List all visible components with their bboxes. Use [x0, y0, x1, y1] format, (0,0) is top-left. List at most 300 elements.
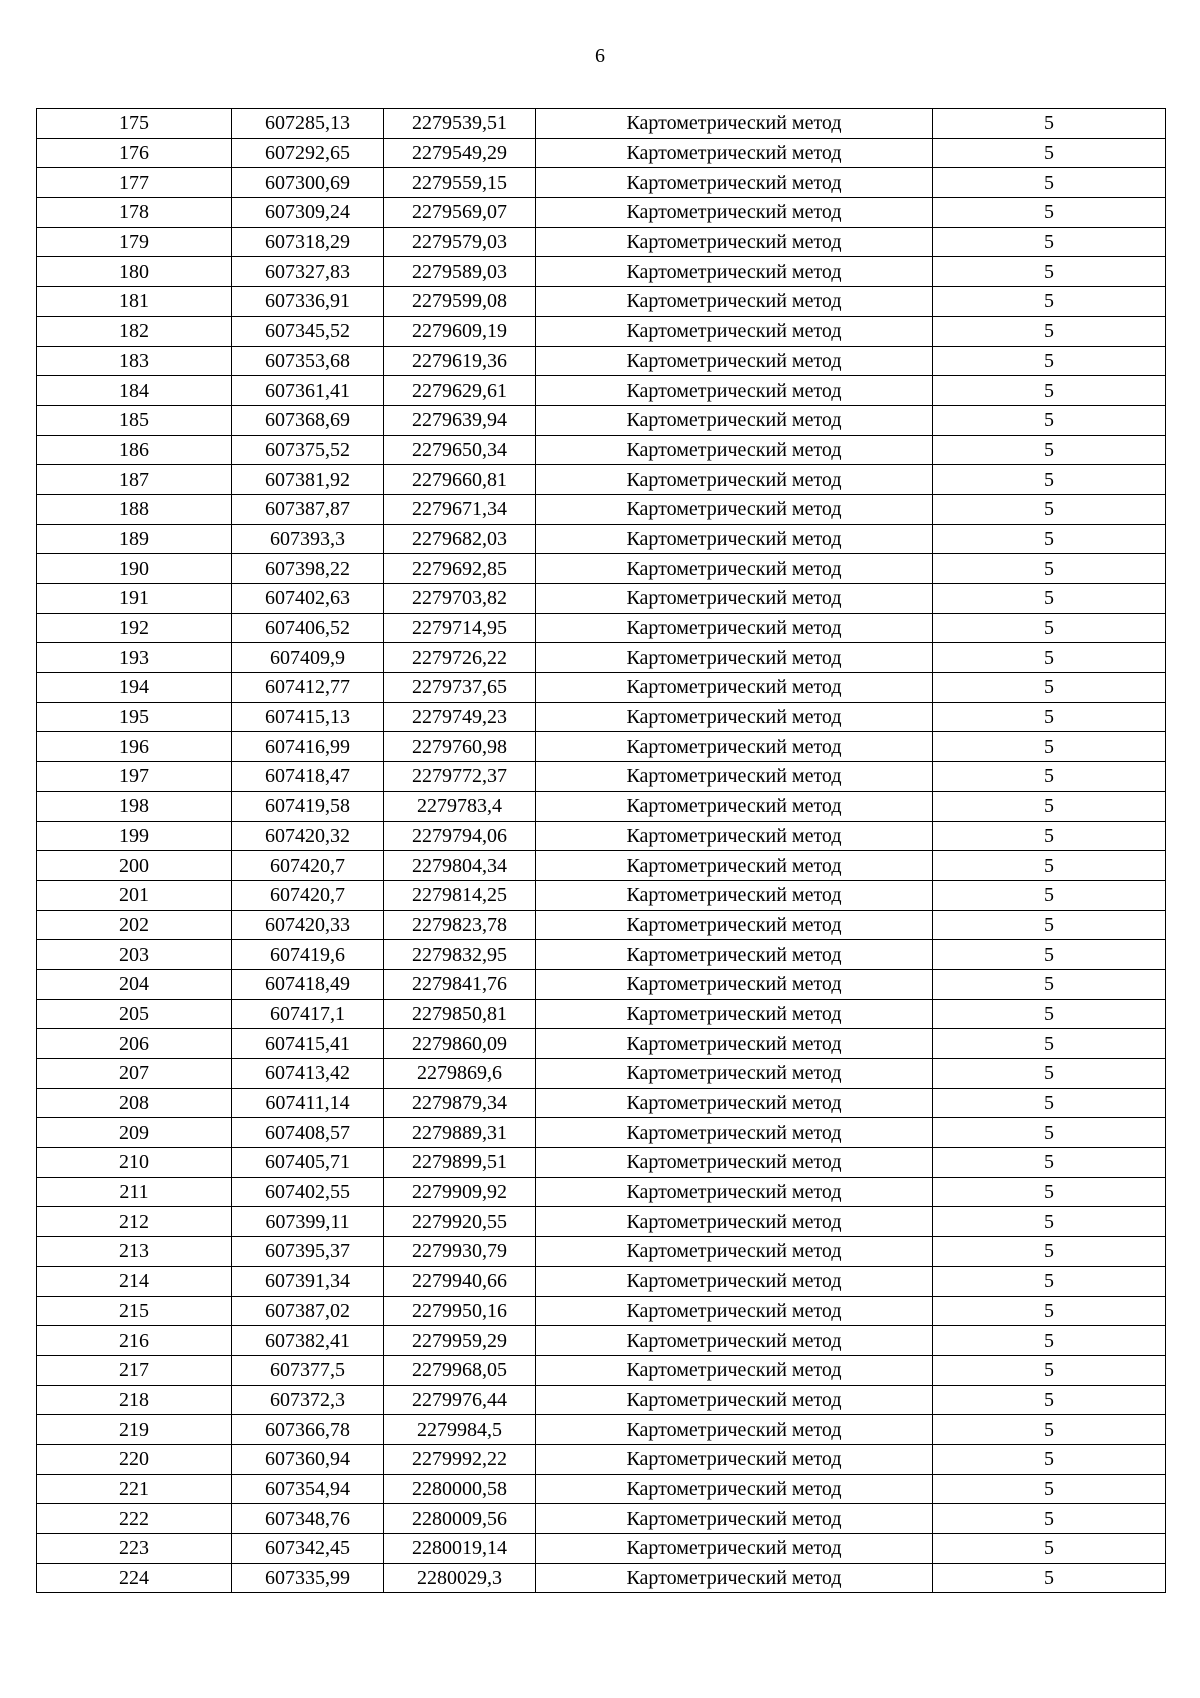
precision-cell: 5 [933, 405, 1166, 435]
x-coordinate-cell: 607405,71 [232, 1148, 384, 1178]
precision-cell: 5 [933, 999, 1166, 1029]
point-number-cell: 181 [37, 287, 232, 317]
x-coordinate-cell: 607402,63 [232, 584, 384, 614]
table-row [37, 376, 1166, 406]
y-coordinate-cell: 2279660,81 [384, 465, 536, 495]
point-number-cell: 185 [37, 405, 232, 435]
precision-cell: 5 [933, 851, 1166, 881]
table-row [37, 1534, 1166, 1564]
table-row [37, 821, 1166, 851]
y-coordinate-cell: 2279832,95 [384, 940, 536, 970]
method-cell: Картометрический метод [536, 1177, 933, 1207]
table-row [37, 138, 1166, 168]
point-number-cell: 180 [37, 257, 232, 287]
point-number-cell: 219 [37, 1415, 232, 1445]
point-number-cell: 216 [37, 1326, 232, 1356]
point-number-cell: 191 [37, 584, 232, 614]
table-row [37, 1296, 1166, 1326]
method-cell: Картометрический метод [536, 702, 933, 732]
table-row [37, 1326, 1166, 1356]
method-cell: Картометрический метод [536, 910, 933, 940]
table-row [37, 465, 1166, 495]
method-cell: Картометрический метод [536, 1237, 933, 1267]
precision-cell: 5 [933, 1237, 1166, 1267]
coordinates-table [36, 108, 1166, 1593]
x-coordinate-cell: 607345,52 [232, 316, 384, 346]
precision-cell: 5 [933, 316, 1166, 346]
table-row [37, 316, 1166, 346]
x-coordinate-cell: 607417,1 [232, 999, 384, 1029]
method-cell: Картометрический метод [536, 1029, 933, 1059]
y-coordinate-cell: 2279703,82 [384, 584, 536, 614]
precision-cell: 5 [933, 969, 1166, 999]
x-coordinate-cell: 607415,13 [232, 702, 384, 732]
table-row [37, 673, 1166, 703]
table-row [37, 1474, 1166, 1504]
method-cell: Картометрический метод [536, 969, 933, 999]
method-cell: Картометрический метод [536, 465, 933, 495]
point-number-cell: 178 [37, 198, 232, 228]
table-row [37, 257, 1166, 287]
table-row [37, 613, 1166, 643]
x-coordinate-cell: 607336,91 [232, 287, 384, 317]
x-coordinate-cell: 607409,9 [232, 643, 384, 673]
table-row [37, 524, 1166, 554]
x-coordinate-cell: 607391,34 [232, 1266, 384, 1296]
x-coordinate-cell: 607402,55 [232, 1177, 384, 1207]
point-number-cell: 209 [37, 1118, 232, 1148]
y-coordinate-cell: 2280009,56 [384, 1504, 536, 1534]
x-coordinate-cell: 607387,87 [232, 494, 384, 524]
x-coordinate-cell: 607342,45 [232, 1534, 384, 1564]
point-number-cell: 211 [37, 1177, 232, 1207]
table-row [37, 1266, 1166, 1296]
y-coordinate-cell: 2279539,51 [384, 109, 536, 139]
precision-cell: 5 [933, 1563, 1166, 1593]
point-number-cell: 220 [37, 1444, 232, 1474]
precision-cell: 5 [933, 287, 1166, 317]
method-cell: Картометрический метод [536, 138, 933, 168]
y-coordinate-cell: 2279984,5 [384, 1415, 536, 1445]
precision-cell: 5 [933, 1504, 1166, 1534]
precision-cell: 5 [933, 643, 1166, 673]
x-coordinate-cell: 607377,5 [232, 1355, 384, 1385]
point-number-cell: 224 [37, 1563, 232, 1593]
y-coordinate-cell: 2279760,98 [384, 732, 536, 762]
table-row [37, 168, 1166, 198]
precision-cell: 5 [933, 673, 1166, 703]
point-number-cell: 199 [37, 821, 232, 851]
table-row [37, 1355, 1166, 1385]
y-coordinate-cell: 2279671,34 [384, 494, 536, 524]
y-coordinate-cell: 2279714,95 [384, 613, 536, 643]
precision-cell: 5 [933, 1059, 1166, 1089]
y-coordinate-cell: 2279726,22 [384, 643, 536, 673]
point-number-cell: 222 [37, 1504, 232, 1534]
point-number-cell: 218 [37, 1385, 232, 1415]
precision-cell: 5 [933, 109, 1166, 139]
method-cell: Картометрический метод [536, 613, 933, 643]
point-number-cell: 193 [37, 643, 232, 673]
x-coordinate-cell: 607335,99 [232, 1563, 384, 1593]
y-coordinate-cell: 2279569,07 [384, 198, 536, 228]
x-coordinate-cell: 607398,22 [232, 554, 384, 584]
point-number-cell: 221 [37, 1474, 232, 1504]
method-cell: Картометрический метод [536, 346, 933, 376]
method-cell: Картометрический метод [536, 376, 933, 406]
table-row [37, 791, 1166, 821]
point-number-cell: 200 [37, 851, 232, 881]
table-row [37, 1059, 1166, 1089]
point-number-cell: 179 [37, 227, 232, 257]
x-coordinate-cell: 607354,94 [232, 1474, 384, 1504]
y-coordinate-cell: 2279749,23 [384, 702, 536, 732]
table-row [37, 1118, 1166, 1148]
method-cell: Картометрический метод [536, 1563, 933, 1593]
precision-cell: 5 [933, 702, 1166, 732]
table-row [37, 198, 1166, 228]
table-row [37, 227, 1166, 257]
precision-cell: 5 [933, 198, 1166, 228]
table-row [37, 940, 1166, 970]
precision-cell: 5 [933, 1296, 1166, 1326]
x-coordinate-cell: 607415,41 [232, 1029, 384, 1059]
table-row [37, 494, 1166, 524]
method-cell: Картометрический метод [536, 791, 933, 821]
point-number-cell: 186 [37, 435, 232, 465]
point-number-cell: 213 [37, 1237, 232, 1267]
x-coordinate-cell: 607393,3 [232, 524, 384, 554]
y-coordinate-cell: 2279804,34 [384, 851, 536, 881]
point-number-cell: 195 [37, 702, 232, 732]
table-row [37, 435, 1166, 465]
point-number-cell: 194 [37, 673, 232, 703]
method-cell: Картометрический метод [536, 1444, 933, 1474]
y-coordinate-cell: 2279609,19 [384, 316, 536, 346]
y-coordinate-cell: 2279950,16 [384, 1296, 536, 1326]
x-coordinate-cell: 607366,78 [232, 1415, 384, 1445]
y-coordinate-cell: 2279841,76 [384, 969, 536, 999]
precision-cell: 5 [933, 1118, 1166, 1148]
point-number-cell: 177 [37, 168, 232, 198]
method-cell: Картометрический метод [536, 1118, 933, 1148]
point-number-cell: 187 [37, 465, 232, 495]
y-coordinate-cell: 2279814,25 [384, 880, 536, 910]
x-coordinate-cell: 607408,57 [232, 1118, 384, 1148]
table-row [37, 287, 1166, 317]
y-coordinate-cell: 2279909,92 [384, 1177, 536, 1207]
method-cell: Картометрический метод [536, 405, 933, 435]
point-number-cell: 223 [37, 1534, 232, 1564]
x-coordinate-cell: 607395,37 [232, 1237, 384, 1267]
table-row [37, 109, 1166, 139]
method-cell: Картометрический метод [536, 198, 933, 228]
table-row [37, 732, 1166, 762]
method-cell: Картометрический метод [536, 168, 933, 198]
y-coordinate-cell: 2279783,4 [384, 791, 536, 821]
y-coordinate-cell: 2279976,44 [384, 1385, 536, 1415]
y-coordinate-cell: 2280019,14 [384, 1534, 536, 1564]
precision-cell: 5 [933, 138, 1166, 168]
y-coordinate-cell: 2279823,78 [384, 910, 536, 940]
point-number-cell: 214 [37, 1266, 232, 1296]
precision-cell: 5 [933, 791, 1166, 821]
point-number-cell: 203 [37, 940, 232, 970]
y-coordinate-cell: 2279619,36 [384, 346, 536, 376]
precision-cell: 5 [933, 1444, 1166, 1474]
precision-cell: 5 [933, 1326, 1166, 1356]
method-cell: Картометрический метод [536, 257, 933, 287]
precision-cell: 5 [933, 554, 1166, 584]
precision-cell: 5 [933, 1474, 1166, 1504]
y-coordinate-cell: 2279629,61 [384, 376, 536, 406]
table-row [37, 584, 1166, 614]
y-coordinate-cell: 2279772,37 [384, 762, 536, 792]
point-number-cell: 210 [37, 1148, 232, 1178]
table-row [37, 1177, 1166, 1207]
method-cell: Картометрический метод [536, 494, 933, 524]
table-row [37, 554, 1166, 584]
y-coordinate-cell: 2279639,94 [384, 405, 536, 435]
x-coordinate-cell: 607412,77 [232, 673, 384, 703]
precision-cell: 5 [933, 910, 1166, 940]
table-row [37, 1385, 1166, 1415]
method-cell: Картометрический метод [536, 1326, 933, 1356]
precision-cell: 5 [933, 584, 1166, 614]
precision-cell: 5 [933, 346, 1166, 376]
method-cell: Картометрический метод [536, 732, 933, 762]
point-number-cell: 215 [37, 1296, 232, 1326]
point-number-cell: 204 [37, 969, 232, 999]
x-coordinate-cell: 607368,69 [232, 405, 384, 435]
x-coordinate-cell: 607381,92 [232, 465, 384, 495]
x-coordinate-cell: 607411,14 [232, 1088, 384, 1118]
precision-cell: 5 [933, 168, 1166, 198]
point-number-cell: 201 [37, 880, 232, 910]
method-cell: Картометрический метод [536, 851, 933, 881]
table-row [37, 1148, 1166, 1178]
x-coordinate-cell: 607361,41 [232, 376, 384, 406]
y-coordinate-cell: 2279992,22 [384, 1444, 536, 1474]
table-row [37, 999, 1166, 1029]
table-row [37, 1207, 1166, 1237]
method-cell: Картометрический метод [536, 1534, 933, 1564]
x-coordinate-cell: 607420,7 [232, 851, 384, 881]
y-coordinate-cell: 2279879,34 [384, 1088, 536, 1118]
y-coordinate-cell: 2279650,34 [384, 435, 536, 465]
precision-cell: 5 [933, 1029, 1166, 1059]
table-row [37, 969, 1166, 999]
x-coordinate-cell: 607420,7 [232, 880, 384, 910]
precision-cell: 5 [933, 1177, 1166, 1207]
table-row [37, 1563, 1166, 1593]
method-cell: Картометрический метод [536, 1059, 933, 1089]
y-coordinate-cell: 2279682,03 [384, 524, 536, 554]
method-cell: Картометрический метод [536, 1207, 933, 1237]
precision-cell: 5 [933, 1207, 1166, 1237]
method-cell: Картометрический метод [536, 880, 933, 910]
precision-cell: 5 [933, 880, 1166, 910]
precision-cell: 5 [933, 1534, 1166, 1564]
y-coordinate-cell: 2280029,3 [384, 1563, 536, 1593]
y-coordinate-cell: 2279940,66 [384, 1266, 536, 1296]
method-cell: Картометрический метод [536, 435, 933, 465]
table-row [37, 346, 1166, 376]
x-coordinate-cell: 607418,47 [232, 762, 384, 792]
point-number-cell: 206 [37, 1029, 232, 1059]
x-coordinate-cell: 607300,69 [232, 168, 384, 198]
precision-cell: 5 [933, 1266, 1166, 1296]
table-row [37, 910, 1166, 940]
y-coordinate-cell: 2279930,79 [384, 1237, 536, 1267]
point-number-cell: 217 [37, 1355, 232, 1385]
x-coordinate-cell: 607309,24 [232, 198, 384, 228]
y-coordinate-cell: 2279737,65 [384, 673, 536, 703]
method-cell: Картометрический метод [536, 1296, 933, 1326]
point-number-cell: 188 [37, 494, 232, 524]
table-row [37, 1029, 1166, 1059]
table-row [37, 405, 1166, 435]
x-coordinate-cell: 607375,52 [232, 435, 384, 465]
x-coordinate-cell: 607420,32 [232, 821, 384, 851]
point-number-cell: 198 [37, 791, 232, 821]
precision-cell: 5 [933, 1148, 1166, 1178]
precision-cell: 5 [933, 227, 1166, 257]
y-coordinate-cell: 2279559,15 [384, 168, 536, 198]
y-coordinate-cell: 2279959,29 [384, 1326, 536, 1356]
y-coordinate-cell: 2279968,05 [384, 1355, 536, 1385]
method-cell: Картометрический метод [536, 1415, 933, 1445]
method-cell: Картометрический метод [536, 1474, 933, 1504]
y-coordinate-cell: 2279794,06 [384, 821, 536, 851]
table-row [37, 1504, 1166, 1534]
y-coordinate-cell: 2279549,29 [384, 138, 536, 168]
method-cell: Картометрический метод [536, 1504, 933, 1534]
point-number-cell: 202 [37, 910, 232, 940]
method-cell: Картометрический метод [536, 554, 933, 584]
point-number-cell: 196 [37, 732, 232, 762]
x-coordinate-cell: 607327,83 [232, 257, 384, 287]
precision-cell: 5 [933, 494, 1166, 524]
y-coordinate-cell: 2279889,31 [384, 1118, 536, 1148]
x-coordinate-cell: 607420,33 [232, 910, 384, 940]
method-cell: Картометрический метод [536, 109, 933, 139]
precision-cell: 5 [933, 732, 1166, 762]
method-cell: Картометрический метод [536, 1088, 933, 1118]
table-row [37, 643, 1166, 673]
precision-cell: 5 [933, 613, 1166, 643]
point-number-cell: 175 [37, 109, 232, 139]
y-coordinate-cell: 2279850,81 [384, 999, 536, 1029]
point-number-cell: 189 [37, 524, 232, 554]
y-coordinate-cell: 2279920,55 [384, 1207, 536, 1237]
y-coordinate-cell: 2279860,09 [384, 1029, 536, 1059]
x-coordinate-cell: 607348,76 [232, 1504, 384, 1534]
method-cell: Картометрический метод [536, 940, 933, 970]
y-coordinate-cell: 2279692,85 [384, 554, 536, 584]
method-cell: Картометрический метод [536, 821, 933, 851]
point-number-cell: 184 [37, 376, 232, 406]
precision-cell: 5 [933, 1088, 1166, 1118]
x-coordinate-cell: 607292,65 [232, 138, 384, 168]
x-coordinate-cell: 607318,29 [232, 227, 384, 257]
x-coordinate-cell: 607353,68 [232, 346, 384, 376]
page-number: 6 [595, 45, 605, 67]
point-number-cell: 208 [37, 1088, 232, 1118]
method-cell: Картометрический метод [536, 999, 933, 1029]
y-coordinate-cell: 2279869,6 [384, 1059, 536, 1089]
method-cell: Картометрический метод [536, 316, 933, 346]
x-coordinate-cell: 607418,49 [232, 969, 384, 999]
precision-cell: 5 [933, 524, 1166, 554]
x-coordinate-cell: 607416,99 [232, 732, 384, 762]
method-cell: Картометрический метод [536, 1148, 933, 1178]
method-cell: Картометрический метод [536, 1355, 933, 1385]
method-cell: Картометрический метод [536, 762, 933, 792]
y-coordinate-cell: 2279599,08 [384, 287, 536, 317]
precision-cell: 5 [933, 376, 1166, 406]
method-cell: Картометрический метод [536, 524, 933, 554]
table-row [37, 851, 1166, 881]
point-number-cell: 183 [37, 346, 232, 376]
precision-cell: 5 [933, 1355, 1166, 1385]
table-row [37, 880, 1166, 910]
point-number-cell: 197 [37, 762, 232, 792]
precision-cell: 5 [933, 257, 1166, 287]
table-row [37, 1088, 1166, 1118]
table-row [37, 1237, 1166, 1267]
x-coordinate-cell: 607419,6 [232, 940, 384, 970]
table-row [37, 702, 1166, 732]
method-cell: Картометрический метод [536, 227, 933, 257]
point-number-cell: 176 [37, 138, 232, 168]
x-coordinate-cell: 607413,42 [232, 1059, 384, 1089]
table-row [37, 762, 1166, 792]
point-number-cell: 207 [37, 1059, 232, 1089]
method-cell: Картометрический метод [536, 1266, 933, 1296]
point-number-cell: 182 [37, 316, 232, 346]
x-coordinate-cell: 607387,02 [232, 1296, 384, 1326]
method-cell: Картометрический метод [536, 584, 933, 614]
x-coordinate-cell: 607360,94 [232, 1444, 384, 1474]
precision-cell: 5 [933, 1415, 1166, 1445]
x-coordinate-cell: 607285,13 [232, 109, 384, 139]
precision-cell: 5 [933, 1385, 1166, 1415]
point-number-cell: 212 [37, 1207, 232, 1237]
x-coordinate-cell: 607382,41 [232, 1326, 384, 1356]
precision-cell: 5 [933, 465, 1166, 495]
x-coordinate-cell: 607406,52 [232, 613, 384, 643]
point-number-cell: 190 [37, 554, 232, 584]
y-coordinate-cell: 2280000,58 [384, 1474, 536, 1504]
x-coordinate-cell: 607372,3 [232, 1385, 384, 1415]
x-coordinate-cell: 607419,58 [232, 791, 384, 821]
table-row [37, 1415, 1166, 1445]
precision-cell: 5 [933, 821, 1166, 851]
method-cell: Картометрический метод [536, 673, 933, 703]
precision-cell: 5 [933, 435, 1166, 465]
precision-cell: 5 [933, 940, 1166, 970]
precision-cell: 5 [933, 762, 1166, 792]
table-row [37, 1444, 1166, 1474]
method-cell: Картометрический метод [536, 643, 933, 673]
method-cell: Картометрический метод [536, 1385, 933, 1415]
y-coordinate-cell: 2279589,03 [384, 257, 536, 287]
y-coordinate-cell: 2279899,51 [384, 1148, 536, 1178]
method-cell: Картометрический метод [536, 287, 933, 317]
coordinates-table-body [37, 109, 1166, 1593]
point-number-cell: 205 [37, 999, 232, 1029]
